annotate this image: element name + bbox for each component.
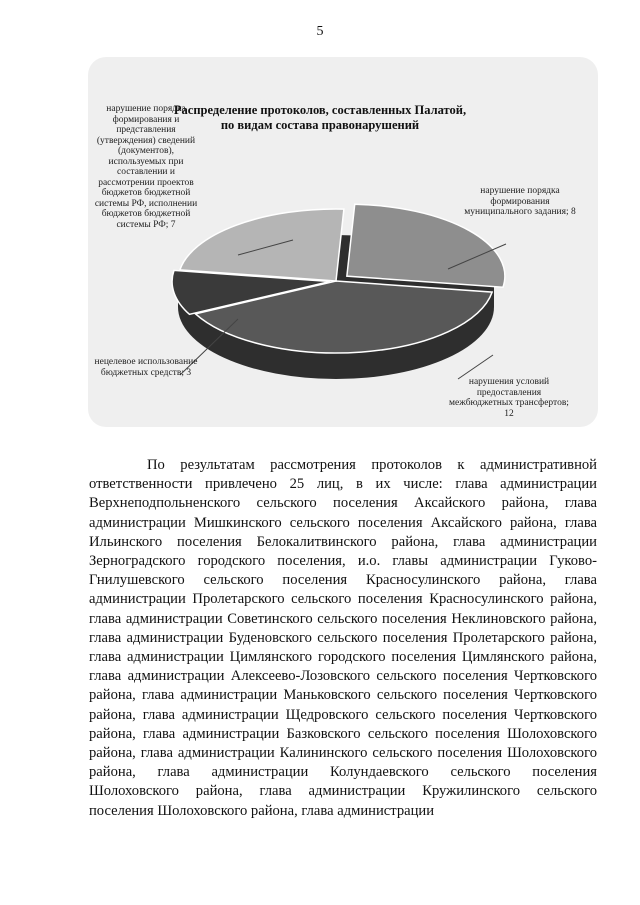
slice-label-report-violations: нарушение порядка формирования и представления (утверждения) сведений (документов), используемых при составлении и рассмотрении проектов бюджетов бюджетной системы РФ, исполнении бюджетов бюджетной системы РФ; 7 (94, 104, 198, 230)
body-paragraph: По результатам рассмотрения протоколов к административной ответственности привлечено 25 лиц, в их числе: глава администрации Верхнеподпольненского сельского поселения Аксайского района, глава администрации Мишкинского сельского поселения Аксайского района, глава Ильинского поселения Белокалитвинского района, глава администрации Зерноградского городского поселения, и.о. главы администрации Гуково-Гнилушевского сельского поселения Красносулинского района, глава администрации Пролетарского сельского поселения Красносулинского района, глава администрации Советинского сельского поселения Неклиновского района, глава администрации Буденовского сельского поселения Пролетарского района, глава администрации Цимлянского городского поселения Цимлянского района, глава администрации Алексеево-Лозовского сельского поселения Чертковского района, глава администрации Маньковского сельского поселения Чертковского района, глава администрации Щедровского сельского поселения Чертковского района, глава администрации Базковского сельского поселения Шолоховского района, глава администрации Калининского сельского поселения Шолоховского района, глава администрации Колундаевского сельского поселения Шолоховского района, глава администрации Кружилинского сельского поселения Шолоховского района, глава администрации (89, 457, 597, 819)
slice-label-municipal-task: нарушение порядка формирования муниципального задания; 8 (464, 186, 576, 217)
leader-line (458, 355, 493, 379)
chart-title (150, 103, 490, 133)
chart-title-line-1: Распределение протоколов, составленных Палатой, (173, 103, 467, 117)
page-number: 5 (316, 24, 324, 39)
slice-label-transfers: нарушения условий предоставления межбюджетных трансфертов; 12 (449, 377, 569, 419)
pie-slice (180, 209, 344, 281)
chart-title-line-2: по видам состава правонарушений (220, 118, 420, 132)
slice-label-misuse-funds: нецелевое использование бюджетных средств; 3 (94, 357, 198, 378)
